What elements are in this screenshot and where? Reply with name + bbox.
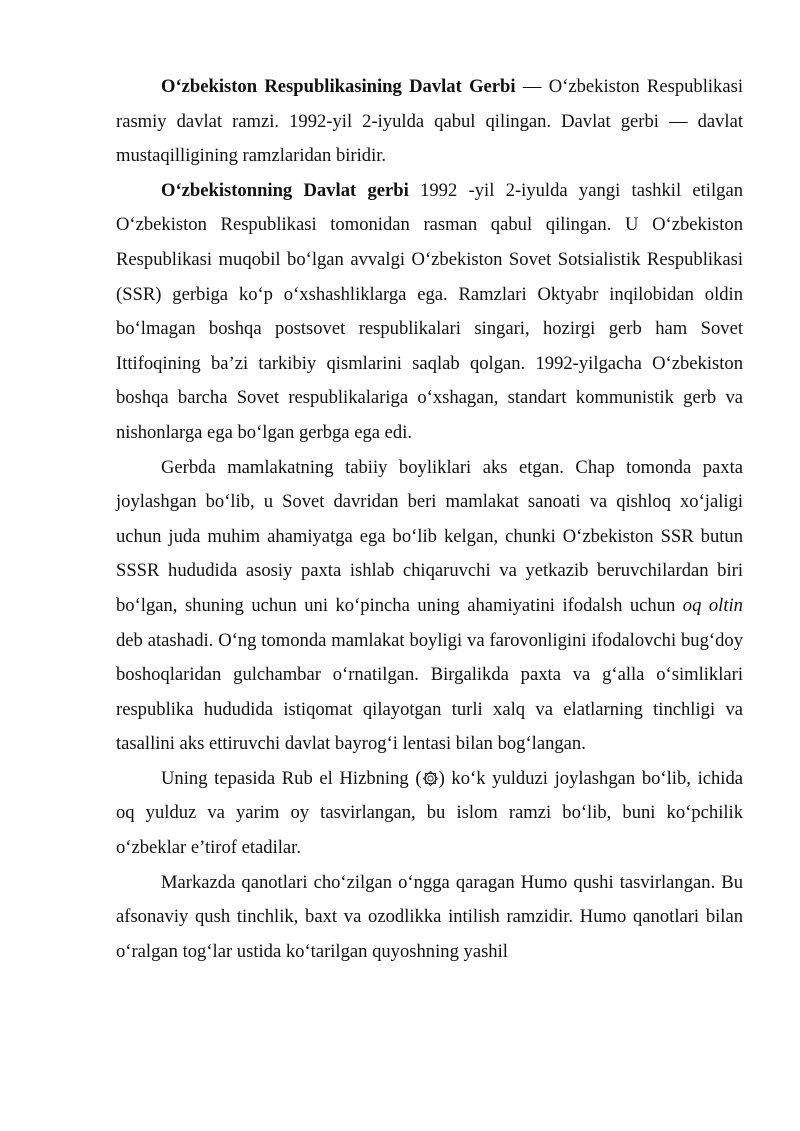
paragraph-definition: [116, 70, 743, 174]
bold-term: O‘zbekiston Respublikasining Davlat Gerbi: [161, 76, 516, 97]
paragraph-text: ) ko‘k yulduzi joylashgan bo‘lib, ichida oq yulduz va yarim oy tasvirlangan, bu islom ramzi bo‘lib, buni ko‘pchilik o‘zbeklar e’tirof etadilar.: [116, 767, 744, 859]
paragraph-text: Gerbda mamlakatning tabiiy boyliklari aks etgan. Chap tomonda paxta joylashgan bo‘lib, u Sovet davridan beri mamlakat sanoati va qishloq xo‘jaligi uchun juda muhim ahamiyatga ega bo‘lib kelgan, chunki O‘zbekiston SSR butun SSSR hududida asosiy paxta ishlab chiqaruvchi va yetkazib beruvchilardan biri bo‘lgan, shuning uchun uni ko‘pincha uning ahamiyatini ifodalsh uchun: [116, 456, 743, 616]
italic-term: oq oltin: [682, 594, 743, 616]
paragraph-natural-wealth: [116, 451, 743, 762]
paragraph-text: Uning tepasida Rub el Hizbning (: [161, 767, 422, 789]
paragraph-star-symbol: [116, 762, 743, 866]
paragraph-text: 1992 -yil 2-iyulda yangi tashkil etilgan O‘zbekiston Respublikasi tomonidan rasman qabul qilingan. U O‘zbekiston Respublikasi muqobil bo‘lgan avvalgi O‘zbekiston Sovet Sotsialistik Respublikasi (SSR) gerbiga ko‘p o‘xshashliklarga ega. Ramzlari Oktyabr inqilobidan oldin bo‘lmagan boshqa postsovet respublikalari singari, hozirgi gerb ham Sovet Ittifoqining ba’zi tarkibiy qismlarini saqlab qolgan. 1992-yilgacha O‘zbekiston boshqa barcha Sovet respublikalariga o‘xshagan, standart kommunistik gerb va nishonlarga ega bo‘lgan gerbga ega edi.: [116, 179, 743, 443]
document-page: [116, 70, 743, 969]
paragraph-humo-bird: [116, 866, 743, 970]
paragraph-text: — O‘zbekiston Respublikasi rasmiy davlat ramzi. 1992-yil 2-iyulda qabul qilingan. Davlat gerbi — davlat mustaqilligining ramzlaridan biridir.: [116, 76, 743, 167]
rub-el-hizb-icon: [422, 770, 439, 787]
paragraph-adoption: [116, 174, 743, 451]
bold-term: O‘zbekistonning Davlat gerbi: [161, 179, 409, 201]
paragraph-text: deb atashadi. O‘ng tomonda mamlakat boyligi va farovonligini ifodalovchi bug‘doy boshoqlaridan gulchambar o‘rnatilgan. Birgalikda paxta va g‘alla o‘simliklari respublika hududida istiqomat qilayotgan turli xalq va elatlarning tinchligi va tasallini aks ettiruvchi davlat bayrog‘i lentasi bilan bog‘langan.: [116, 629, 743, 755]
paragraph-text: Markazda qanotlari cho‘zilgan o‘ngga qaragan Humo qushi tasvirlangan. Bu afsonaviy qush tinchlik, baxt va ozodlikka intilish ramzidir. Humo qanotlari bilan o‘ralgan tog‘lar ustida ko‘tarilgan quyoshning yashil: [116, 871, 743, 962]
